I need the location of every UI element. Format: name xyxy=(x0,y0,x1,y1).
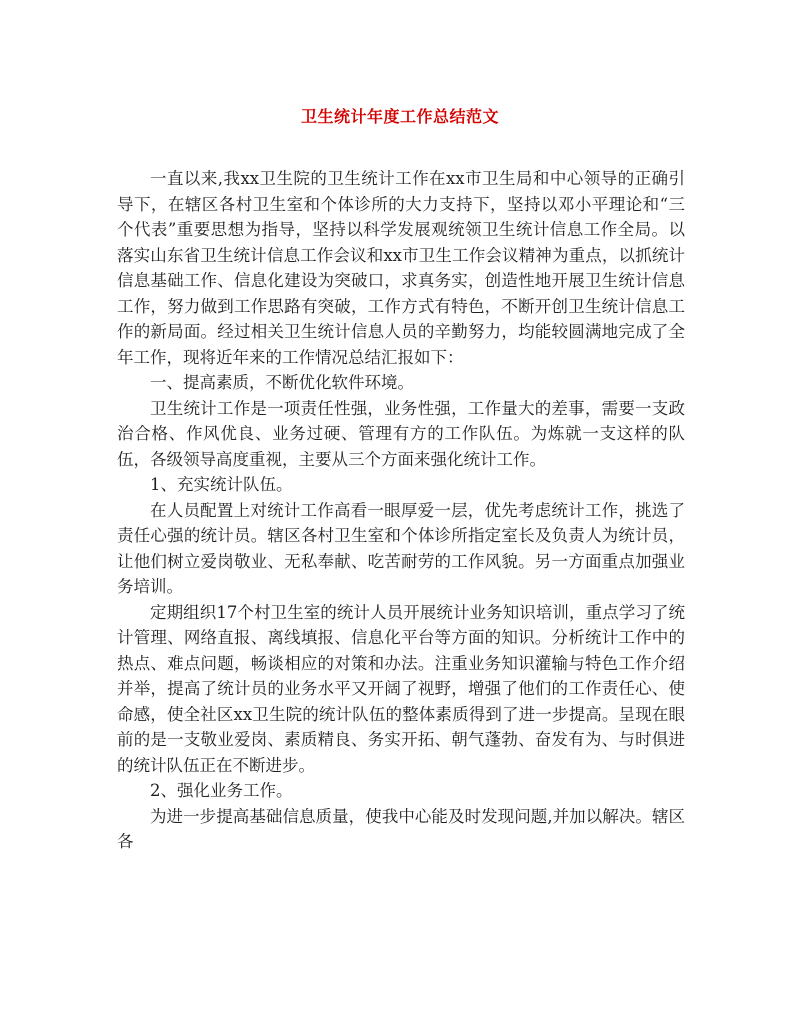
paragraph-business: 为进一步提高基础信息质量，使我中心能及时发现问题,并加以解决。辖区各 xyxy=(117,806,685,851)
section-heading-1: 一、提高素质，不断优化软件环境。 xyxy=(150,373,414,392)
paragraph-section-1: 卫生统计工作是一项责任性强，业务性强，工作量大的差事，需要一支政治合格、作风优良、业务过硬、管理有方的工作队伍。为炼就一支这样的队伍，各级领导高度重视，主要从三个方面来强化统计工作。 xyxy=(117,398,685,469)
paragraph-training: 定期组织17个村卫生室的统计人员开展统计业务知识培训，重点学习了统计管理、网络直报、离线填报、信息化平台等方面的知识。分析统计工作中的热点、难点问题，畅谈相应的对策和办法。注重业务知识灌输与特色工作介绍并举，提高了统计员的业务水平又开阔了视野，增强了他们的工作责任心、使命感，使全社区xx卫生院的统计队伍的整体素质得到了进一步提高。呈现在眼前的是一支敬业爱岗、素质精良、务实开拓、朝气蓬勃、奋发有为、与时俱进的统计队伍正在不断进步。 xyxy=(117,602,685,775)
subheading-1: 1、充实统计队伍。 xyxy=(150,475,293,494)
subheading-2: 2、强化业务工作。 xyxy=(150,781,293,800)
document-title: 卫生统计年度工作总结范文 xyxy=(300,107,499,126)
paragraph-intro: 一直以来,我xx卫生院的卫生统计工作在xx市卫生局和中心领导的正确引导下，在辖区各村卫生室和个体诊所的大力支持下，坚持以邓小平理论和“三个代表”重要思想为指导，坚持以科学发展观统领卫生统计信息工作全局。以落实山东省卫生统计信息工作会议和xx市卫生工作会议精神为重点，以抓统计信息基础工作、信息化建设为突破口，求真务实，创造性地开展卫生统计信息工作，努力做到工作思路有突破，工作方式有特色，不断开创卫生统计信息工作的新局面。经过相关卫生统计信息人员的辛勤努力，均能较圆满地完成了全年工作，现将近年来的工作情况总结汇报如下： xyxy=(117,169,685,367)
document-body xyxy=(117,166,685,855)
paragraph-staffing: 在人员配置上对统计工作高看一眼厚爱一层，优先考虑统计工作，挑选了责任心强的统计员。辖区各村卫生室和个体诊所指定室长及负责人为统计员，让他们树立爱岗敬业、无私奉献、吃苦耐劳的工作风貌。另一方面重点加强业务培训。 xyxy=(117,500,685,596)
